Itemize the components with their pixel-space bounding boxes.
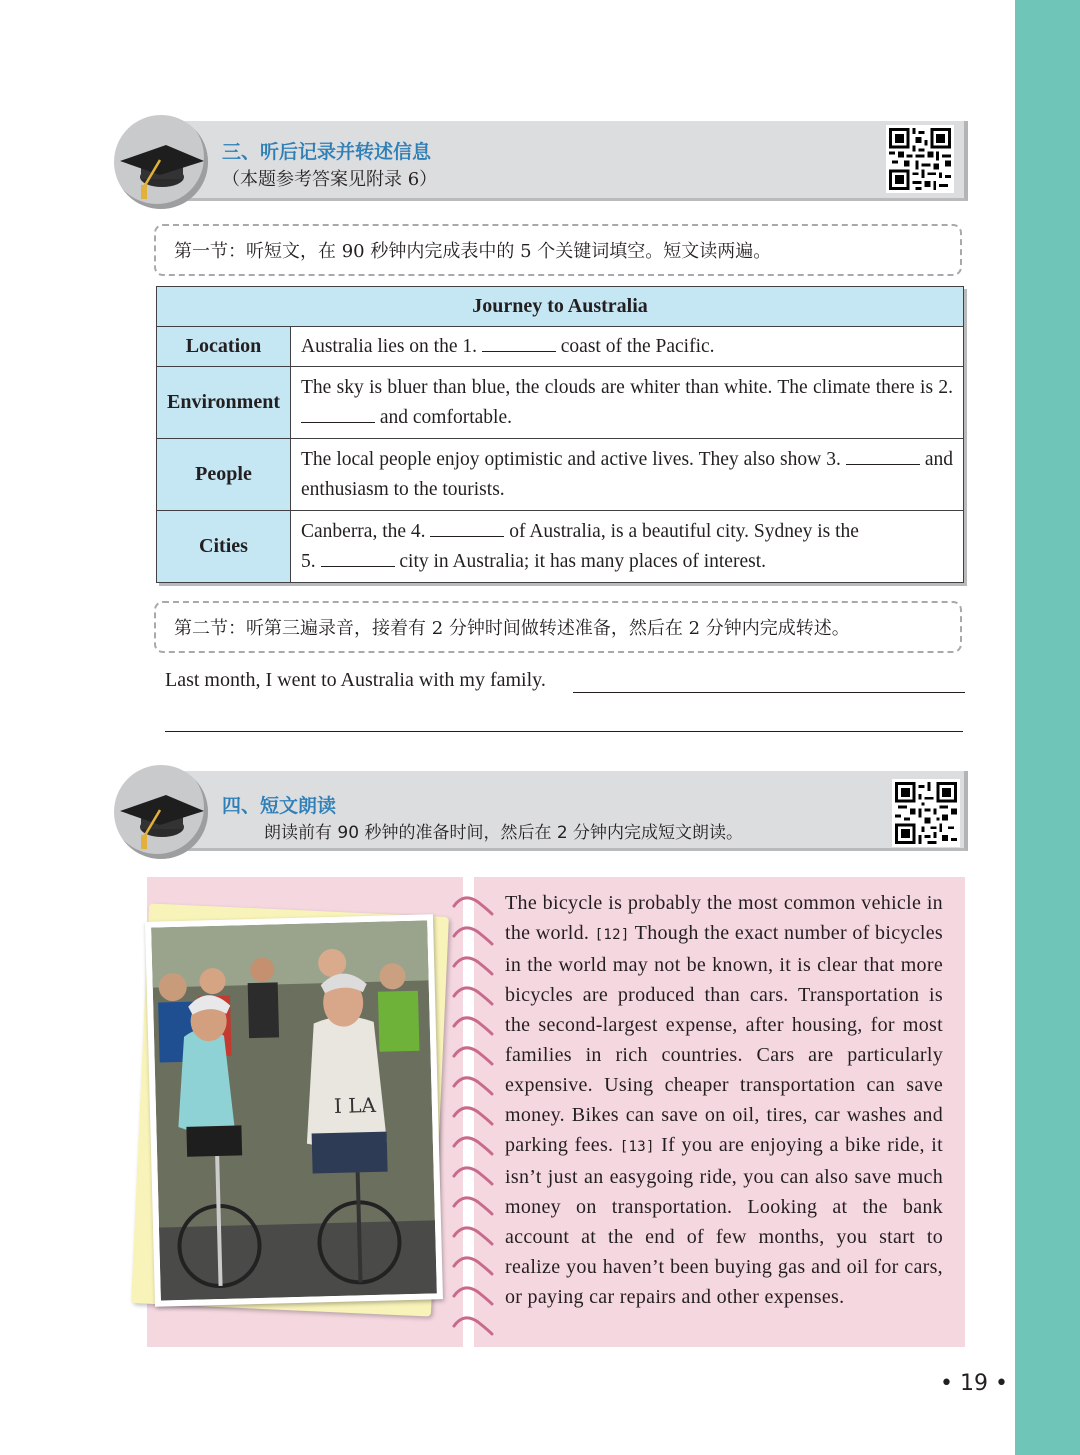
part1-instruction: 第一节：听短文，在 90 秒钟内完成表中的 5 个关键词填空。短文读两遍。 — [154, 224, 962, 276]
row-label: Cities — [157, 511, 291, 583]
row-label: Environment — [157, 367, 291, 439]
table-header: Journey to Australia — [157, 287, 964, 327]
shirt-text: I LA — [333, 1092, 377, 1118]
answer-blank-2[interactable] — [301, 405, 375, 423]
part2-instruction: 第二节：听第三遍录音，接着有 2 分钟时间做转述准备，然后在 2 分钟内完成转述。 — [154, 601, 962, 653]
qr-code-icon[interactable] — [886, 125, 954, 193]
sentence-marker: [12] — [594, 927, 630, 943]
section4-header — [112, 765, 968, 859]
reading-passage: The bicycle is probably the most common vehicle in the world. [12] Though the exact number of bicycles in the world may not be known, it is clear that more bicycles are produced than cars. Transportation is the second-largest expense, after housing, for most families in rich countries. Cars are particularly expensive. Using cheaper transportation can save money. Bikes can save on oil, tires, car washes and parking fees. [13] If you are enjoying a bike ride, it isn’t just an easygoing ride, you can also save much money on transportation. Looking at the bank account at the end of few months, you start to realize you haven’t been buying gas and oil for cars, or paying car repairs and other expenses. — [505, 892, 943, 1308]
graduation-cap-icon — [114, 765, 208, 859]
row-content: The local people enjoy optimistic and active lives. They also show 3. and enthusiasm to the tourists. — [291, 439, 964, 511]
table-row — [157, 439, 964, 511]
answer-blank-1[interactable] — [482, 334, 556, 352]
journey-table — [156, 286, 964, 583]
row-content: Australia lies on the 1. coast of the Pacific. — [291, 327, 964, 367]
page-number: • 19 • — [940, 1371, 1008, 1396]
retell-start-text: Last month, I went to Australia with my family. — [165, 669, 546, 691]
row-label: Location — [157, 327, 291, 367]
spiral-binding — [446, 890, 496, 1340]
answer-blank-5[interactable] — [321, 549, 395, 567]
section3-subtitle: （本题参考答案见附录 6） — [222, 169, 438, 190]
row-content: The sky is bluer than blue, the clouds are whiter than white. The climate there is 2. and comfortable. — [291, 367, 964, 439]
answer-line[interactable] — [165, 731, 963, 732]
qr-code-icon[interactable] — [892, 779, 960, 847]
table-row — [157, 327, 964, 367]
side-color-bar — [1015, 0, 1080, 1455]
section4-subtitle: 朗读前有 90 秒钟的准备时间，然后在 2 分钟内完成短文朗读。 — [264, 823, 744, 843]
row-content: Canberra, the 4. of Australia, is a beautiful city. Sydney is the 5. city in Australia; it has many places of interest. — [291, 511, 964, 583]
table-row — [157, 511, 964, 583]
answer-blank-3[interactable] — [846, 447, 920, 465]
answer-line[interactable] — [573, 692, 965, 693]
section4-title: 四、短文朗读 — [222, 795, 337, 817]
graduation-cap-icon — [114, 115, 208, 209]
row-label: People — [157, 439, 291, 511]
section3-title: 三、听后记录并转述信息 — [222, 141, 432, 163]
sentence-marker: [13] — [619, 1139, 655, 1155]
cyclists-photo — [145, 914, 443, 1306]
answer-blank-4[interactable] — [430, 519, 504, 537]
section3-header — [112, 115, 968, 209]
table-row — [157, 367, 964, 439]
